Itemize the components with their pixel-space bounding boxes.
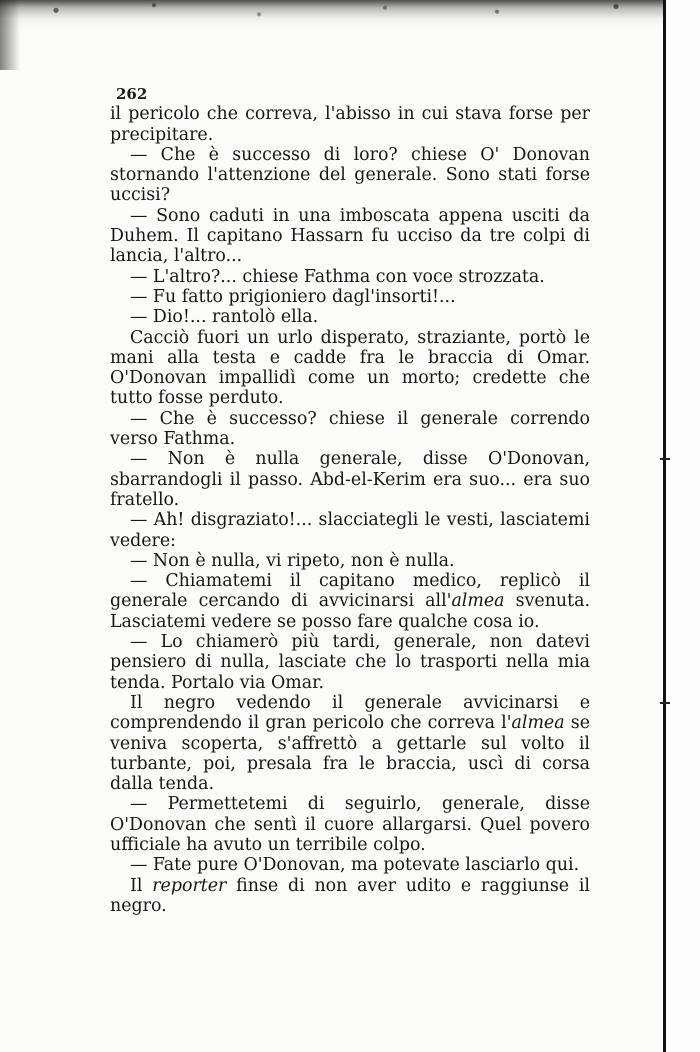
paragraph: — L'altro?... chiese Fathma con voce strozzata.: [130, 266, 545, 287]
paragraph: — Ah! disgraziato!... slacciategli le vesti, lasciatemi vedere:: [110, 510, 590, 551]
paragraph: — Dio!... rantolò ella.: [130, 307, 319, 328]
paragraph: — Lo chiamerò più tardi, generale, non datevi pensiero di nulla, lasciate che lo trasporti nella mia tenda. Portalo via Omar.: [110, 632, 590, 693]
page-gutter: [666, 0, 700, 1052]
paragraph-text: — Chiamatemi il capitano medico, replicò il generale cercando di avvicinarsi all': [110, 571, 590, 612]
paragraph: [110, 571, 590, 632]
paragraph: Cacciò fuori un urlo disperato, straziante, portò le mani alla testa e cadde fra le braccia di Omar. O'Donovan impallidì come un morto; credette che tutto fosse perduto.: [110, 327, 590, 409]
paragraph-text: se veniva scoperta, s'affrettò a gettarle sul volto il turbante, poi, presala fra le braccia, uscì di corsa dalla tenda.: [110, 713, 591, 795]
paragraph: [110, 693, 590, 794]
page-number: 262: [116, 85, 148, 103]
paragraph: il pericolo che correva, l'abisso in cui stava forse per precipitare.: [110, 104, 590, 145]
paragraph-text: finse di non aver udito e raggiunse il negro.: [110, 875, 590, 916]
italic-word: reporter: [152, 875, 227, 896]
margin-tick: [660, 702, 670, 704]
paragraph-text: Il negro vedendo il generale avvicinarsi e comprendendo il gran pericolo che correva l': [110, 692, 590, 734]
paragraph: — Che è successo? chiese il generale correndo verso Fathma.: [110, 408, 590, 450]
paragraph: — Non è nulla, vi ripeto, non è nulla.: [130, 550, 455, 571]
paragraph: [110, 876, 590, 917]
paragraph: — Permettetemi di seguirlo, generale, disse O'Donovan che sentì il cuore allargarsi. Quel povero ufficiale ha avuto un terribile colpo.: [110, 794, 590, 855]
scan-left-shadow: [0, 0, 20, 70]
paragraph: — Fu fatto prigioniero dagl'insorti!...: [130, 286, 456, 307]
paragraph: — Che è successo di loro? chiese O' Donovan stornando l'attenzione del generale. Sono stati forse uccisi?: [110, 144, 590, 206]
margin-tick: [660, 458, 670, 460]
italic-word: almea: [511, 713, 565, 734]
paragraph: — Fate pure O'Donovan, ma potevate lasciarlo qui.: [130, 855, 580, 876]
scan-top-edge: [0, 0, 700, 26]
paragraph-text: Il: [130, 875, 153, 896]
paragraph-text: svenuta. Lasciatemi vedere se posso fare qualche cosa io.: [110, 591, 590, 632]
italic-word: almea: [451, 591, 505, 612]
paragraph: — Non è nulla generale, disse O'Donovan, sbarrandogli il passo. Abd-el-Kerim era suo... era suo fratello.: [110, 449, 590, 510]
page-text: [110, 84, 590, 916]
paragraph: — Sono caduti in una imboscata appena usciti da Duhem. Il capitano Hassarn fu ucciso da tre colpi di lancia, l'altro...: [110, 205, 590, 267]
